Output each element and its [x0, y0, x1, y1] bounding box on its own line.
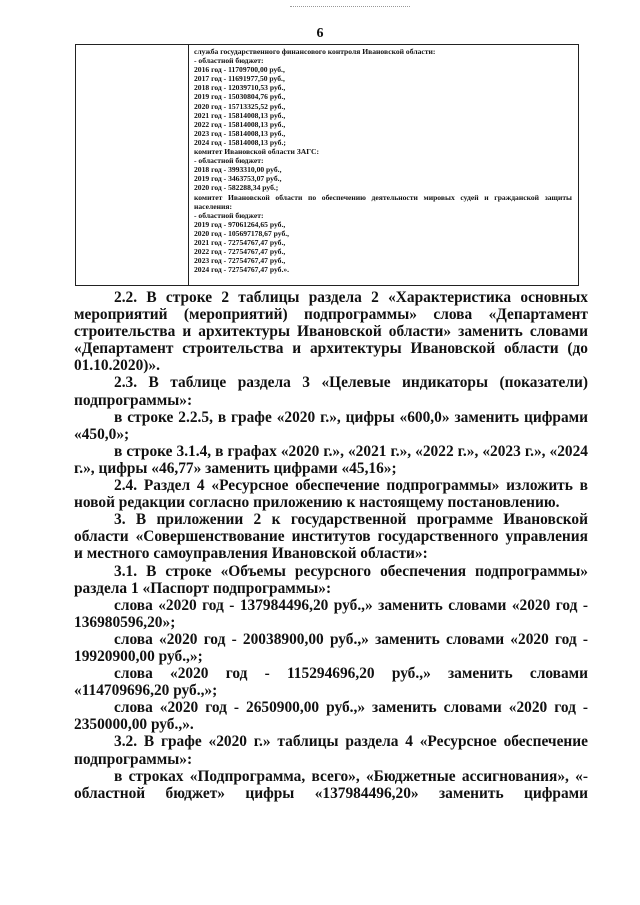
scan-edge-mark: [290, 6, 410, 8]
table-line: 2016 год - 11709700,00 руб.,: [194, 65, 285, 75]
table-line: 2021 год - 15814008,13 руб.,: [194, 110, 286, 120]
table-line: 2022 год - 15814008,13 руб.,: [194, 119, 286, 129]
paragraph-3-1-item-1: слова «2020 год - 137984496,20 руб.,» заменить словами «2020 год - 136980596,20»;: [74, 596, 588, 631]
document-body: [74, 289, 588, 802]
table-line: 2018 год - 3993310,00 руб.,: [194, 165, 282, 175]
table-line: 2024 год - 15814008,13 руб.;: [194, 137, 286, 147]
table-line: 2020 год - 15713325,52 руб.,: [194, 101, 286, 111]
table-column-divider: [188, 45, 189, 285]
paragraph-3: 3. В приложении 2 к государственной программе Ивановской области «Совершенствование институтов государственного управления и местного самоуправления Ивановской области»:: [74, 511, 588, 563]
funding-table: [75, 44, 579, 286]
table-line: 2023 год - 15814008,13 руб.,: [194, 128, 286, 138]
table-line: 2021 год - 72754767,47 руб.,: [194, 237, 286, 247]
paragraph-3-2: 3.2. В графе «2020 г.» таблицы раздела 4 «Ресурсное обеспечение подпрограммы»:: [74, 733, 588, 768]
table-line: 2024 год - 72754767,47 руб.».: [194, 265, 290, 275]
paragraph-3-1-item-3: слова «2020 год - 115294696,20 руб.,» заменить словами «114709696,20 руб.,»;: [74, 665, 588, 700]
table-cell-funding: [194, 47, 572, 274]
table-line: - областной бюджет:: [194, 156, 264, 166]
paragraph-2-3-item-2: в строке 3.1.4, в графах «2020 г.», «2021 г.», «2022 г.», «2023 г.», «2024 г.», цифры «46,77» заменить цифрами «45,16»;: [74, 442, 588, 477]
paragraph-3-1-item-4: слова «2020 год - 2650900,00 руб.,» заменить словами «2020 год - 2350000,00 руб.,».: [74, 699, 588, 734]
paragraph-2-2: 2.2. В строке 2 таблицы раздела 2 «Характеристика основных мероприятий (мероприятий) подпрограммы» слова «Департамент строительства и архитектуры Ивановской области» заменить словами «Департамент строительства и архитектуры Ивановской области (до 01.10.2020)».: [74, 289, 588, 375]
table-line: 2022 год - 72754767,47 руб.,: [194, 247, 286, 257]
table-line: 2020 год - 582288,34 руб.;: [194, 183, 279, 193]
paragraph-2-3-item-1: в строке 2.2.5, в графе «2020 г.», цифры «600,0» заменить цифрами «450,0»;: [74, 408, 588, 443]
table-line: 2023 год - 72754767,47 руб.,: [194, 256, 286, 266]
paragraph-3-1: 3.1. В строке «Объемы ресурсного обеспечения подпрограммы» раздела 1 «Паспорт подпрограммы»:: [74, 562, 588, 597]
table-line: служба государственного финансового контроля Ивановской области:: [194, 47, 436, 56]
paragraph-3-1-item-2: слова «2020 год - 20038900,00 руб.,» заменить словами «2020 год - 19920900,00 руб.,»;: [74, 630, 588, 665]
table-line: 2018 год - 12039710,53 руб.,: [194, 83, 286, 93]
table-line: 2019 год - 15030804,76 руб.,: [194, 92, 286, 102]
page-number: 6: [316, 26, 324, 41]
table-line: 2019 год - 3463753,07 руб.,: [194, 174, 282, 184]
paragraph-2-3: 2.3. В таблице раздела 3 «Целевые индикаторы (показатели) подпрограммы»:: [74, 374, 588, 409]
table-line: комитет Ивановской области по обеспечению деятельности мировых судей и гражданской защиты населения:: [194, 192, 572, 211]
table-line: 2019 год - 97061264,65 руб.,: [194, 219, 286, 229]
table-line: комитет Ивановской области ЗАГС:: [194, 147, 319, 157]
table-line: 2020 год - 105697178,67 руб.,: [194, 228, 290, 238]
paragraph-2-4: 2.4. Раздел 4 «Ресурсное обеспечение подпрограммы» изложить в новой редакции согласно приложению к настоящему постановлению.: [74, 477, 588, 512]
table-line: - областной бюджет:: [194, 56, 264, 66]
table-line: - областной бюджет:: [194, 210, 264, 220]
paragraph-3-2-item-1: в строках «Подпрограмма, всего», «Бюджетные ассигнования», «- областной бюджет» цифры «137984496,20» заменить цифрами: [74, 767, 588, 802]
table-line: 2017 год - 11691977,50 руб.,: [194, 74, 285, 84]
